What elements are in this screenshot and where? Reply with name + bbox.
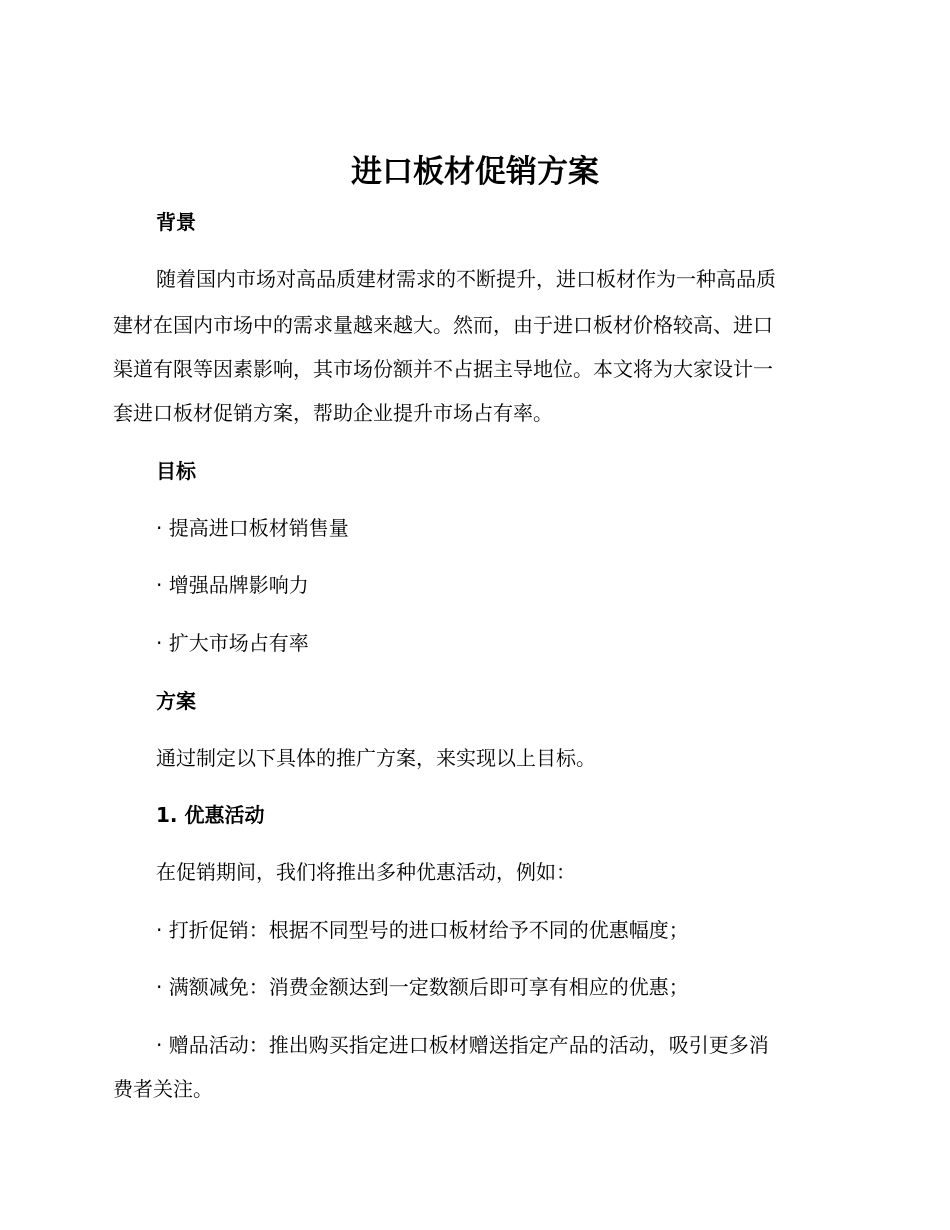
discount-item-1: · 打折促销：根据不同型号的进口板材给予不同的优惠幅度； [156, 918, 689, 942]
discounts-intro: 在促销期间，我们将推出多种优惠活动，例如： [156, 860, 576, 884]
discount-item-2: · 满额减免：消费金额达到一定数额后即可享有相应的优惠； [156, 975, 689, 999]
subsection-heading-discounts: 1. 优惠活动 [156, 803, 265, 827]
background-paragraph-line-2: 建材在国内市场中的需求量越来越大。然而，由于进口板材价格较高、进口 [113, 313, 773, 337]
plan-intro: 通过制定以下具体的推广方案，来实现以上目标。 [156, 746, 596, 770]
goal-item-3: · 扩大市场占有率 [156, 631, 309, 655]
document-title: 进口板材促销方案 [351, 154, 599, 190]
section-heading-plan: 方案 [156, 689, 196, 713]
discount-item-3-line-1: · 赠品活动：推出购买指定进口板材赠送指定产品的活动，吸引更多消 [156, 1033, 769, 1057]
section-heading-background: 背景 [156, 210, 196, 234]
background-paragraph-line-3: 渠道有限等因素影响，其市场份额并不占据主导地位。本文将为大家设计一 [113, 357, 773, 381]
background-paragraph-line-1: 随着国内市场对高品质建材需求的不断提升，进口板材作为一种高品质 [156, 267, 776, 291]
goal-item-2: · 增强品牌影响力 [156, 573, 309, 597]
section-heading-goals: 目标 [156, 459, 196, 483]
discount-item-3-line-2: 费者关注。 [113, 1077, 213, 1101]
background-paragraph-line-4: 套进口板材促销方案，帮助企业提升市场占有率。 [113, 401, 553, 425]
goal-item-1: · 提高进口板材销售量 [156, 516, 349, 540]
